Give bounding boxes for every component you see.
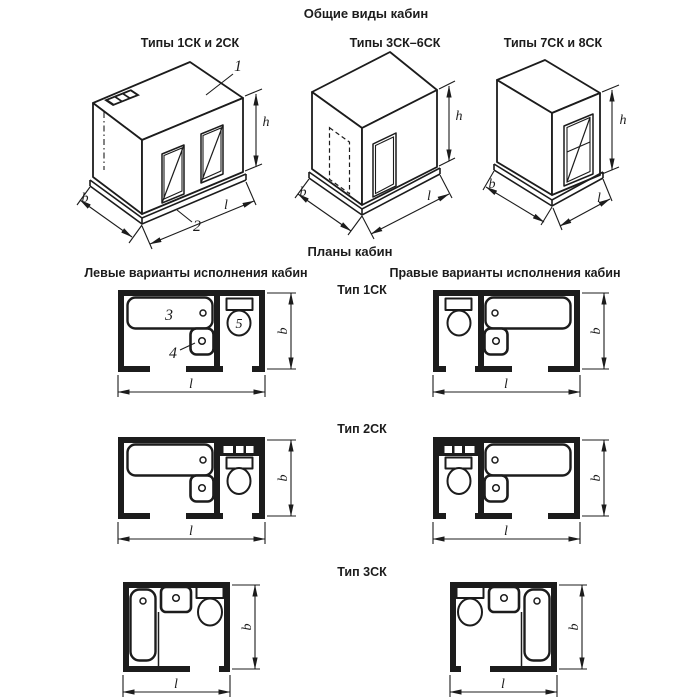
dim-l-label: l [501, 677, 505, 692]
plan-2sk-left [118, 437, 265, 519]
plan-3sk-right [450, 582, 557, 672]
callout-base: 2 [193, 218, 201, 235]
dim-b-label: b [81, 191, 89, 206]
callout-toilet: 5 [235, 317, 243, 332]
right-variants-header: Правые варианты исполнения кабин [389, 266, 621, 280]
iso-view-3sk-6sk [295, 52, 463, 239]
dim-height-2 [439, 81, 463, 166]
dim-b-label: b [276, 474, 291, 482]
dim-l-label: l [174, 677, 178, 692]
view2-title: Типы 3СК–6СК [349, 36, 441, 50]
dim-l-label: l [504, 524, 508, 539]
plan-3sk-left [123, 582, 230, 672]
row2-label: Тип 2СК [337, 422, 387, 436]
door-opening-2 [201, 125, 223, 183]
door-opening [373, 133, 396, 197]
plans-title: Планы кабин [307, 244, 393, 259]
dim-l-label: l [427, 189, 431, 204]
iso-view-7sk-8sk [483, 60, 627, 230]
dim-height-1 [245, 89, 270, 171]
dim-height-3 [602, 85, 627, 174]
door-opening-1 [162, 145, 184, 203]
plan-1sk-left [118, 290, 265, 372]
dim-b-label: b [567, 623, 582, 631]
dim-l-label: l [189, 377, 193, 392]
dim-b-label: b [299, 185, 307, 200]
dim-l-label: l [224, 198, 228, 213]
dim-b-label: b [276, 327, 291, 335]
dim-l-label: l [597, 191, 601, 206]
dim-l-label: l [504, 377, 508, 392]
callout-bathtub: 3 [165, 307, 173, 324]
plan-1sk-right [433, 290, 580, 372]
callout-roof: 1 [234, 58, 242, 75]
dim-b-label: b [589, 474, 604, 482]
dim-h-label: h [455, 109, 463, 124]
dim-b-label: b [488, 177, 496, 192]
callout-sink: 4 [169, 345, 177, 362]
dim-h-label: h [262, 115, 270, 130]
page-title: Общие виды кабин [303, 6, 429, 21]
row3-label: Тип 3СК [337, 565, 387, 579]
row1-label: Тип 1СК [337, 283, 387, 297]
dim-b-label: b [589, 327, 604, 335]
door-opening [564, 114, 593, 186]
dim-b-label: b [240, 623, 255, 631]
dim-h-label: h [619, 113, 627, 128]
dim-l-label: l [189, 524, 193, 539]
left-variants-header: Левые варианты исполнения кабин [84, 266, 308, 280]
view3-title: Типы 7СК и 8СК [503, 36, 603, 50]
iso-view-1sk-2sk [77, 58, 270, 249]
plan-2sk-right [433, 437, 580, 519]
view1-title: Типы 1СК и 2СК [140, 36, 240, 50]
